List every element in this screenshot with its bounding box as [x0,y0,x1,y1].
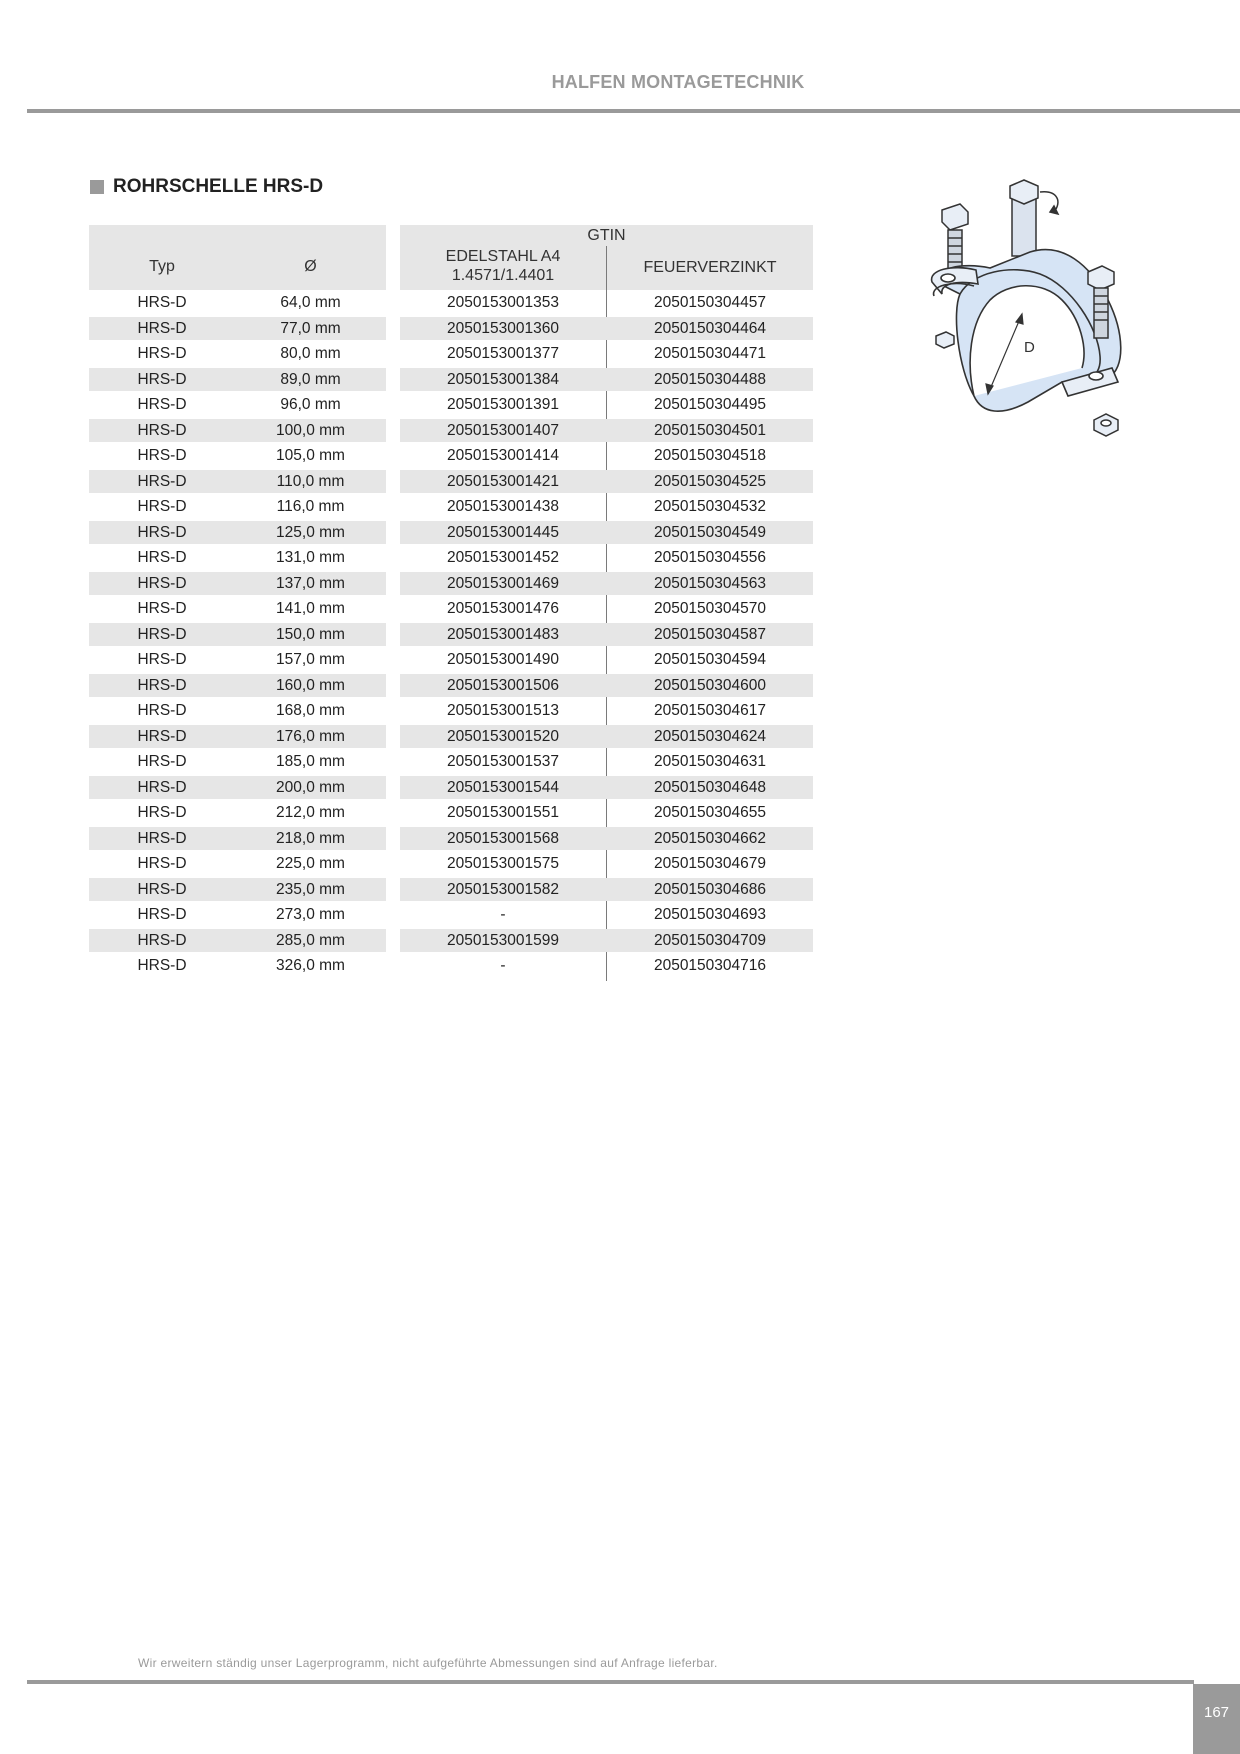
cell-gtin-feuerverzinkt: 2050150304686 [653,880,767,898]
cell-typ: HRS-D [137,574,187,592]
cell-typ: HRS-D [137,651,187,668]
cell-gtin-feuerverzinkt: 2050150304471 [653,345,767,362]
table-row [0,520,1240,546]
cell-typ: HRS-D [137,600,187,617]
footer-rule [27,1680,1194,1684]
cell-gtin-feuerverzinkt: 2050150304457 [653,294,767,311]
cell-diameter: 273,0 mm [276,906,345,923]
cell-typ: HRS-D [137,804,187,821]
cell-diameter: 212,0 mm [276,804,345,821]
header-title: HALFEN MONTAGETECHNIK [551,72,805,92]
pipe-clamp-image [912,172,1148,454]
cell-diameter: 225,0 mm [276,855,345,872]
cell-typ: HRS-D [137,957,187,974]
cell-diameter: 131,0 mm [276,549,345,566]
header-rule [27,109,1240,113]
cell-typ: HRS-D [137,702,187,719]
cell-diameter: 141,0 mm [276,600,345,617]
cell-gtin-edelstahl: 2050153001582 [446,880,560,898]
cell-gtin-feuerverzinkt: 2050150304464 [653,319,767,337]
cell-diameter: 326,0 mm [276,957,345,974]
table-row [0,596,1240,622]
table-row [0,698,1240,724]
table-row [0,545,1240,571]
section-square-icon [90,180,104,194]
cell-typ: HRS-D [137,370,187,388]
column-header-edelstahl [400,247,606,285]
cell-gtin-feuerverzinkt: 2050150304617 [653,702,767,719]
cell-typ: HRS-D [137,549,187,566]
cell-gtin-feuerverzinkt: 2050150304488 [653,370,767,388]
table-row [0,877,1240,903]
cell-gtin-edelstahl: 2050153001384 [446,370,560,388]
cell-gtin-feuerverzinkt: 2050150304525 [653,472,767,490]
cell-gtin-edelstahl: 2050153001469 [446,574,560,592]
cell-diameter: 105,0 mm [276,447,345,464]
column-header-gtin: GTIN [587,227,626,244]
dimension-label: D [1024,339,1035,356]
page-number: 167 [1193,1684,1240,1754]
cell-gtin-feuerverzinkt: 2050150304501 [653,421,767,439]
cell-gtin-edelstahl: 2050153001391 [446,396,560,413]
cell-gtin-edelstahl: 2050153001353 [446,294,560,311]
section-title-text: ROHRSCHELLE HRS-D [113,176,324,197]
cell-gtin-edelstahl: 2050153001490 [446,651,560,668]
cell-gtin-feuerverzinkt: 2050150304716 [653,957,767,974]
cell-gtin-feuerverzinkt: 2050150304594 [653,651,767,668]
cell-gtin-feuerverzinkt: 2050150304655 [653,804,767,821]
cell-gtin-edelstahl: 2050153001421 [446,472,560,490]
column-header-typ: Typ [149,258,175,275]
cell-diameter: 150,0 mm [276,625,345,643]
cell-gtin-edelstahl: 2050153001438 [446,498,560,515]
cell-diameter: 168,0 mm [276,702,345,719]
cell-diameter: 200,0 mm [276,778,345,796]
footer-note: Wir erweitern ständig unser Lagerprogramm, nicht aufgeführte Abmessungen sind auf Anfrage lieferbar. [138,1656,718,1670]
cell-gtin-feuerverzinkt: 2050150304709 [653,931,767,949]
cell-typ: HRS-D [137,345,187,362]
cell-gtin-feuerverzinkt: 2050150304532 [653,498,767,515]
cell-gtin-edelstahl: 2050153001520 [446,727,560,745]
cell-gtin-edelstahl: 2050153001544 [446,778,560,796]
cell-gtin-edelstahl: 2050153001575 [446,855,560,872]
cell-diameter: 235,0 mm [276,880,345,898]
table-row [0,724,1240,750]
table-row [0,647,1240,673]
cell-gtin-edelstahl: 2050153001506 [446,676,560,694]
cell-gtin-feuerverzinkt: 2050150304518 [653,447,767,464]
table-row [0,851,1240,877]
cell-gtin-edelstahl: - [500,906,506,923]
cell-typ: HRS-D [137,498,187,515]
cell-typ: HRS-D [137,727,187,745]
table-row [0,953,1240,979]
cell-typ: HRS-D [137,753,187,770]
cell-gtin-feuerverzinkt: 2050150304556 [653,549,767,566]
cell-gtin-edelstahl: 2050153001599 [446,931,560,949]
cell-diameter: 176,0 mm [276,727,345,745]
section-title [90,176,323,198]
table-row [0,902,1240,928]
column-header-diameter: Ø [304,258,317,275]
cell-diameter: 157,0 mm [276,651,345,668]
cell-gtin-edelstahl: 2050153001452 [446,549,560,566]
cell-gtin-feuerverzinkt: 2050150304495 [653,396,767,413]
cell-typ: HRS-D [137,421,187,439]
cell-gtin-edelstahl: 2050153001551 [446,804,560,821]
cell-typ: HRS-D [137,906,187,923]
cell-typ: HRS-D [137,447,187,464]
cell-typ: HRS-D [137,931,187,949]
cell-gtin-edelstahl: 2050153001445 [446,523,560,541]
cell-typ: HRS-D [137,319,187,337]
cell-typ: HRS-D [137,855,187,872]
cell-gtin-edelstahl: 2050153001414 [446,447,560,464]
cell-typ: HRS-D [137,472,187,490]
cell-typ: HRS-D [137,880,187,898]
cell-gtin-feuerverzinkt: 2050150304631 [653,753,767,770]
table-row [0,826,1240,852]
cell-diameter: 185,0 mm [276,753,345,770]
cell-gtin-feuerverzinkt: 2050150304662 [653,829,767,847]
cell-gtin-feuerverzinkt: 2050150304570 [653,600,767,617]
cell-gtin-feuerverzinkt: 2050150304693 [653,906,767,923]
column-header-feuerverzinkt: FEUERVERZINKT [643,259,777,276]
cell-diameter: 116,0 mm [276,498,345,515]
table-row [0,673,1240,699]
cell-gtin-feuerverzinkt: 2050150304600 [653,676,767,694]
edelstahl-line1: EDELSTAHL A4 [445,248,561,265]
cell-gtin-edelstahl: 2050153001568 [446,829,560,847]
cell-diameter: 96,0 mm [280,396,341,413]
cell-diameter: 218,0 mm [276,829,345,847]
cell-gtin-feuerverzinkt: 2050150304563 [653,574,767,592]
cell-diameter: 64,0 mm [280,294,341,311]
cell-diameter: 137,0 mm [276,574,345,592]
edelstahl-line2: 1.4571/1.4401 [451,267,555,284]
cell-diameter: 110,0 mm [276,472,345,490]
cell-diameter: 89,0 mm [280,370,341,388]
table-row [0,928,1240,954]
cell-gtin-edelstahl: 2050153001537 [446,753,560,770]
table-row [0,571,1240,597]
cell-typ: HRS-D [137,523,187,541]
table-row [0,800,1240,826]
cell-gtin-feuerverzinkt: 2050150304587 [653,625,767,643]
cell-gtin-edelstahl: 2050153001483 [446,625,560,643]
cell-typ: HRS-D [137,294,187,311]
cell-gtin-feuerverzinkt: 2050150304549 [653,523,767,541]
table-row [0,622,1240,648]
cell-typ: HRS-D [137,676,187,694]
cell-diameter: 100,0 mm [276,421,345,439]
cell-gtin-edelstahl: 2050153001377 [446,345,560,362]
cell-diameter: 77,0 mm [280,319,341,337]
cell-typ: HRS-D [137,829,187,847]
cell-diameter: 125,0 mm [276,523,345,541]
cell-typ: HRS-D [137,778,187,796]
table-row [0,749,1240,775]
cell-diameter: 285,0 mm [276,931,345,949]
cell-diameter: 160,0 mm [276,676,345,694]
cell-diameter: 80,0 mm [280,345,341,362]
cell-typ: HRS-D [137,396,187,413]
table-row [0,469,1240,495]
table-row [0,775,1240,801]
cell-gtin-edelstahl: 2050153001360 [446,319,560,337]
cell-typ: HRS-D [137,625,187,643]
table-row [0,494,1240,520]
cell-gtin-feuerverzinkt: 2050150304624 [653,727,767,745]
cell-gtin-feuerverzinkt: 2050150304679 [653,855,767,872]
cell-gtin-edelstahl: - [500,957,506,974]
cell-gtin-edelstahl: 2050153001513 [446,702,560,719]
cell-gtin-edelstahl: 2050153001476 [446,600,560,617]
cell-gtin-edelstahl: 2050153001407 [446,421,560,439]
cell-gtin-feuerverzinkt: 2050150304648 [653,778,767,796]
